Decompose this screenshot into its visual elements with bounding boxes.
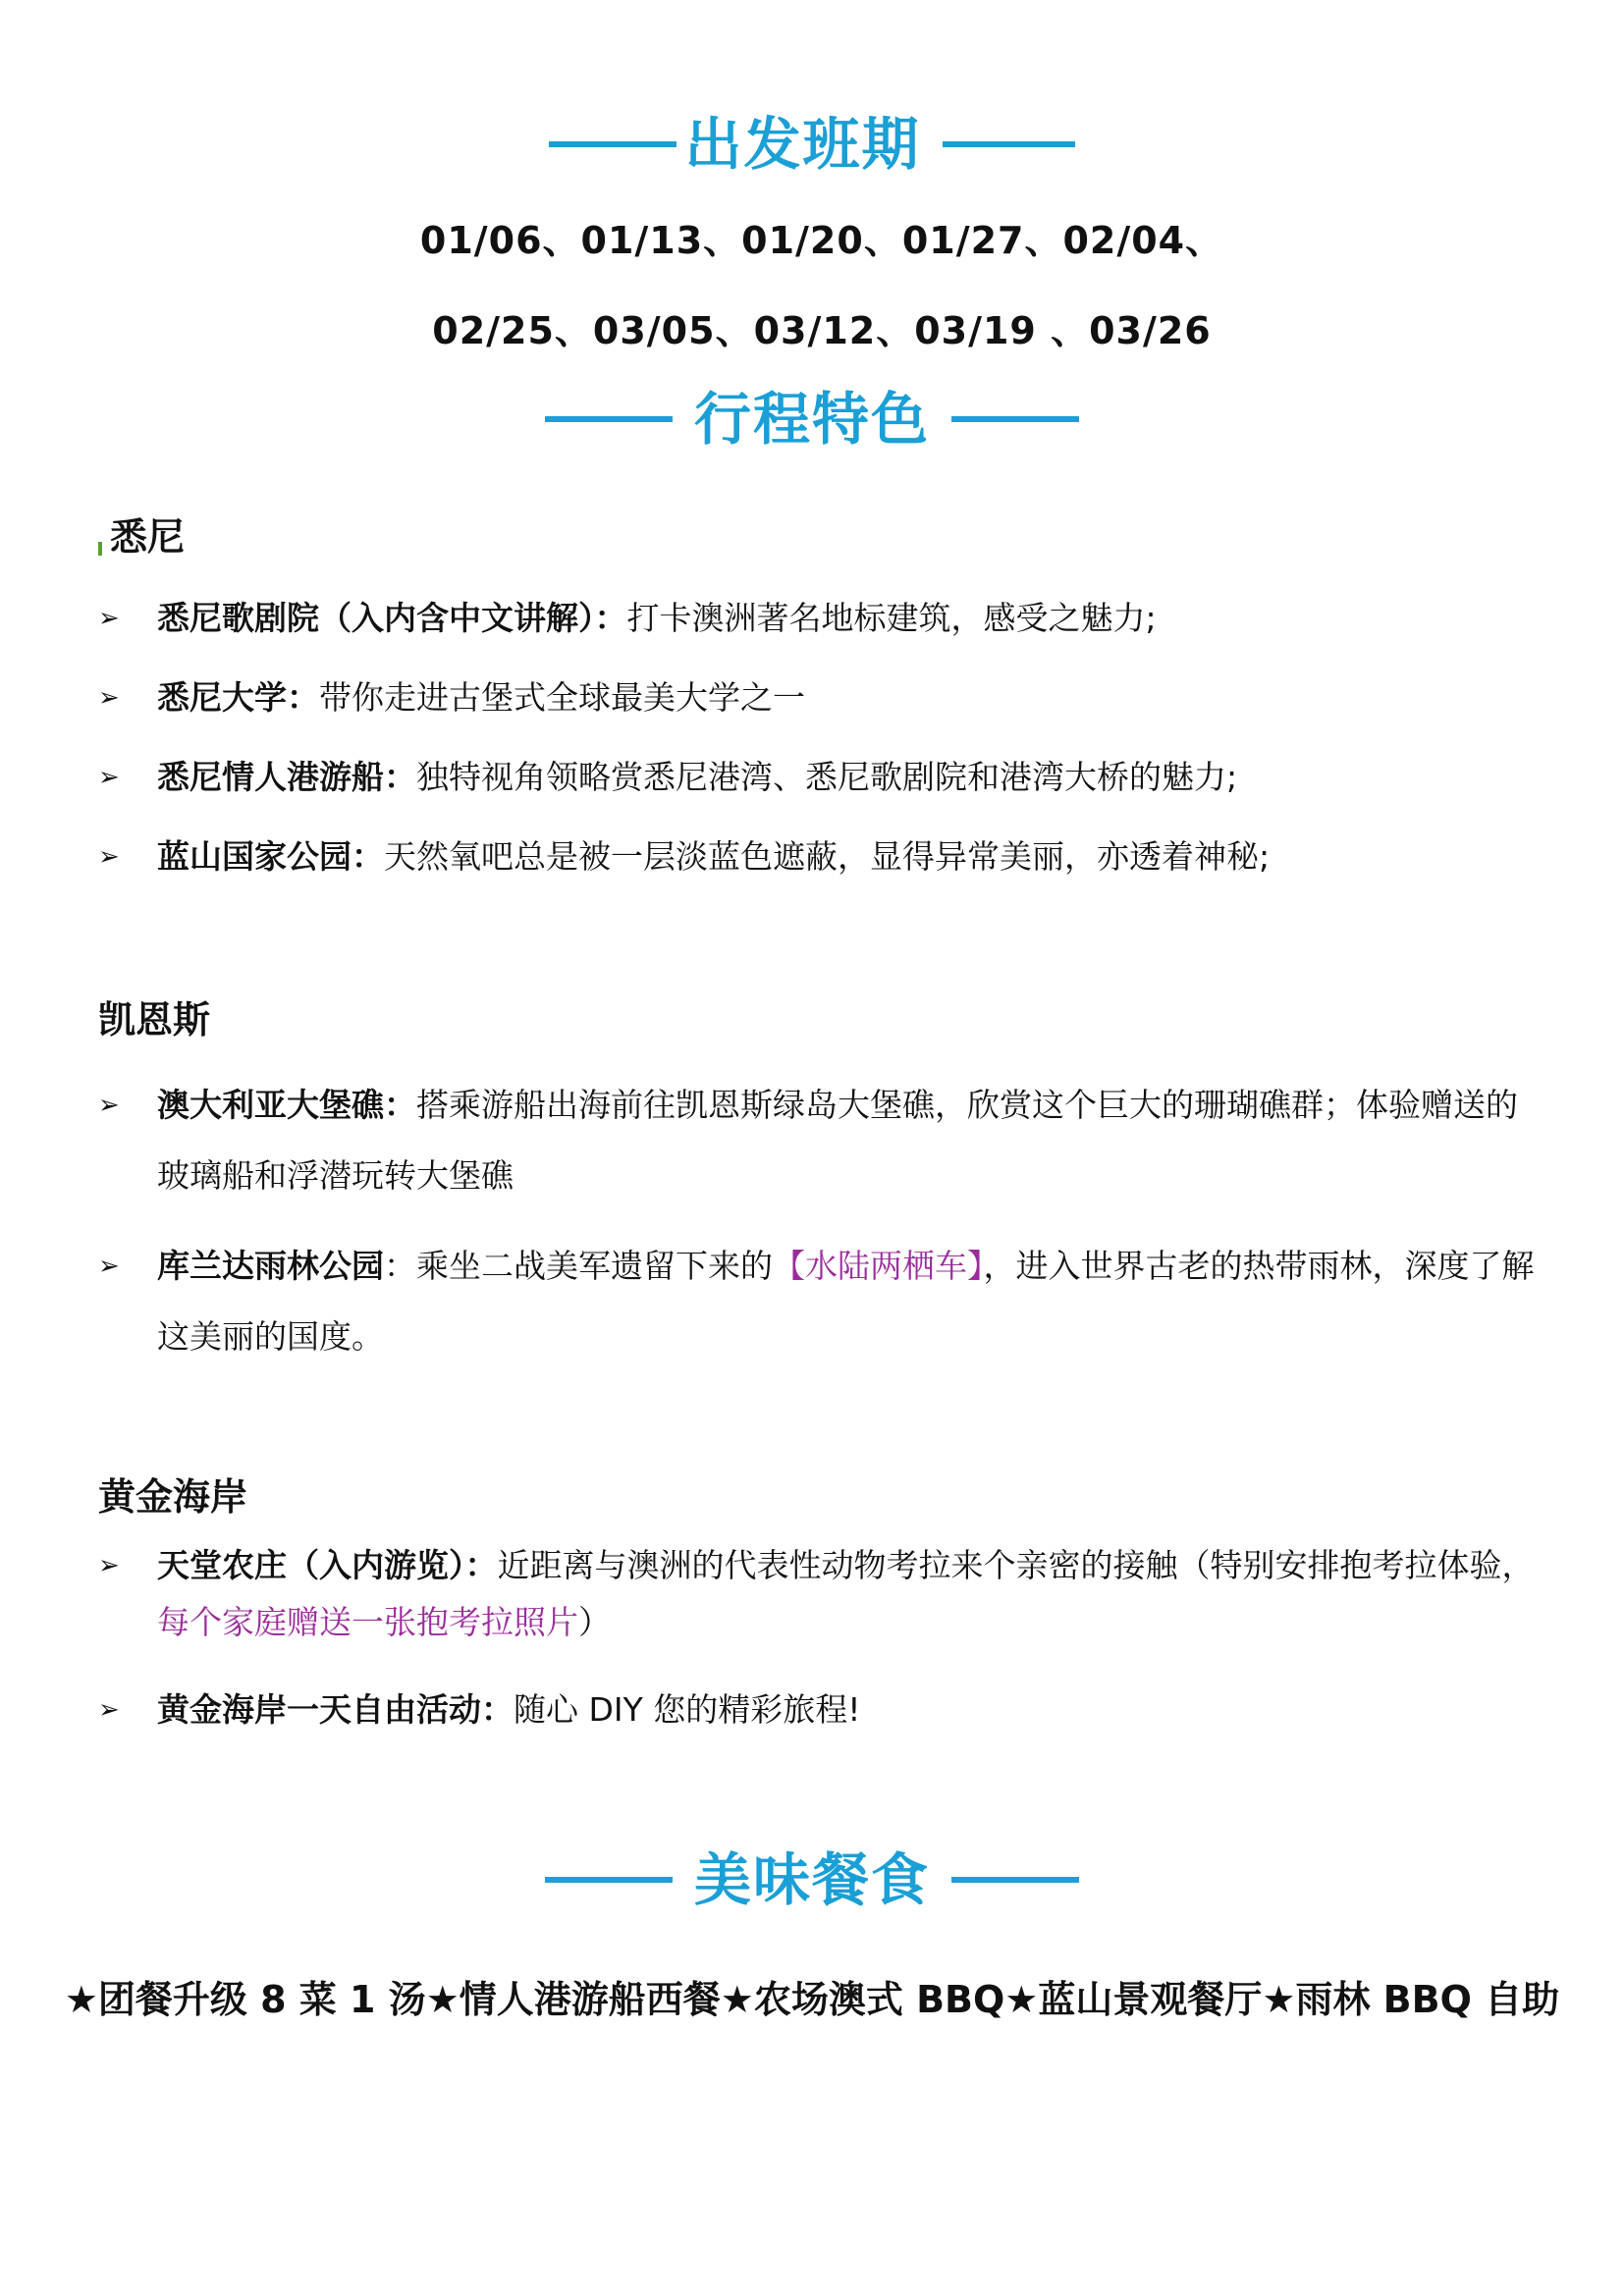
feature-label: 天堂农庄（入内游览）：: [157, 1546, 498, 1584]
feature-label: 澳大利亚大堡礁：: [157, 1086, 416, 1124]
bullet-arrow-icon: ➢: [98, 1091, 120, 1120]
region-title-cairns: 凯恩斯: [98, 998, 211, 1041]
feature-item: [98, 742, 1542, 813]
food-highlights: ★团餐升级 8 菜 1 汤★情人港游船西餐★农场澳式 BBQ★蓝山景观餐厅★雨林 BBQ 自助: [64, 1978, 1560, 2021]
feature-text: 随心 DIY 您的精彩旅程!: [514, 1690, 861, 1729]
feature-text: ，进入世界古老的热带雨林，深度了解这美丽的国度。: [157, 1247, 1535, 1356]
departure-heading: [0, 111, 1624, 178]
region-title-gold-coast: 黄金海岸: [98, 1475, 248, 1519]
region-title-sydney: 悉尼: [110, 515, 186, 559]
food-heading: [0, 1846, 1624, 1913]
heading-rule-right: [951, 416, 1079, 422]
feature-label: 库兰达雨林公园: [157, 1247, 384, 1285]
bullet-arrow-icon: ➢: [98, 842, 120, 872]
departure-dates-line-2: 02/25、03/05、03/12、03/19 、03/26: [432, 309, 1212, 352]
heading-rule-right: [951, 1877, 1079, 1883]
heading-rule-left: [549, 141, 677, 147]
bullet-arrow-icon: ➢: [98, 604, 120, 633]
feature-item: [98, 583, 1542, 654]
feature-text: 带你走进古堡式全球最美大学之一: [319, 678, 805, 717]
feature-text: ：乘坐二战美军遗留下来的: [384, 1247, 773, 1285]
feature-text: 近距离与澳洲的代表性动物考拉来个亲密的接触（特别安排抱考拉体验，: [497, 1546, 1535, 1584]
departure-title: 出发班期: [684, 111, 921, 178]
feature-text: 搭乘游船出海前往凯恩斯绿岛大堡礁，欣赏这个巨大的珊瑚礁群；体验赠送的玻璃船和浮潜玩转大堡礁: [157, 1086, 1518, 1195]
bullet-arrow-icon: ➢: [98, 1695, 120, 1725]
feature-highlight: 【水陆两栖车】: [773, 1247, 984, 1285]
feature-item: [98, 1537, 1542, 1651]
bullet-arrow-icon: ➢: [98, 683, 120, 713]
feature-label: 悉尼歌剧院（入内含中文讲解）：: [157, 599, 627, 637]
feature-item: [98, 663, 1542, 733]
features-title: 行程特色: [693, 386, 930, 453]
feature-label: 悉尼大学：: [157, 678, 319, 717]
feature-text: 独特视角领略赏悉尼港湾、悉尼歌剧院和港湾大桥的魅力;: [416, 758, 1238, 796]
feature-text: ）: [578, 1603, 611, 1641]
food-title: 美味餐食: [693, 1846, 930, 1913]
feature-text: 天然氧吧总是被一层淡蓝色遮蔽，显得异常美丽，亦透着神秘;: [384, 837, 1271, 876]
heading-rule-right: [943, 141, 1075, 147]
feature-item: [98, 822, 1542, 892]
feature-label: 蓝山国家公园：: [157, 837, 384, 876]
bullet-arrow-icon: ➢: [98, 763, 120, 792]
features-heading: [0, 386, 1624, 453]
heading-rule-left: [545, 416, 673, 422]
feature-highlight: 每个家庭赠送一张抱考拉照片: [157, 1603, 578, 1641]
feature-item: [98, 1070, 1542, 1211]
bullet-arrow-icon: ➢: [98, 1252, 120, 1281]
bullet-arrow-icon: ➢: [98, 1551, 120, 1580]
feature-item: [98, 1675, 1542, 1745]
feature-text: 打卡澳洲著名地标建筑，感受之魅力;: [626, 599, 1157, 637]
feature-label: 悉尼情人港游船：: [157, 758, 416, 796]
departure-dates-line-1: 01/06、01/13、01/20、01/27、02/04、: [419, 219, 1224, 262]
heading-rule-left: [545, 1877, 673, 1883]
region-marker: [98, 542, 102, 556]
feature-item: [98, 1231, 1542, 1372]
feature-label: 黄金海岸一天自由活动：: [157, 1690, 514, 1729]
